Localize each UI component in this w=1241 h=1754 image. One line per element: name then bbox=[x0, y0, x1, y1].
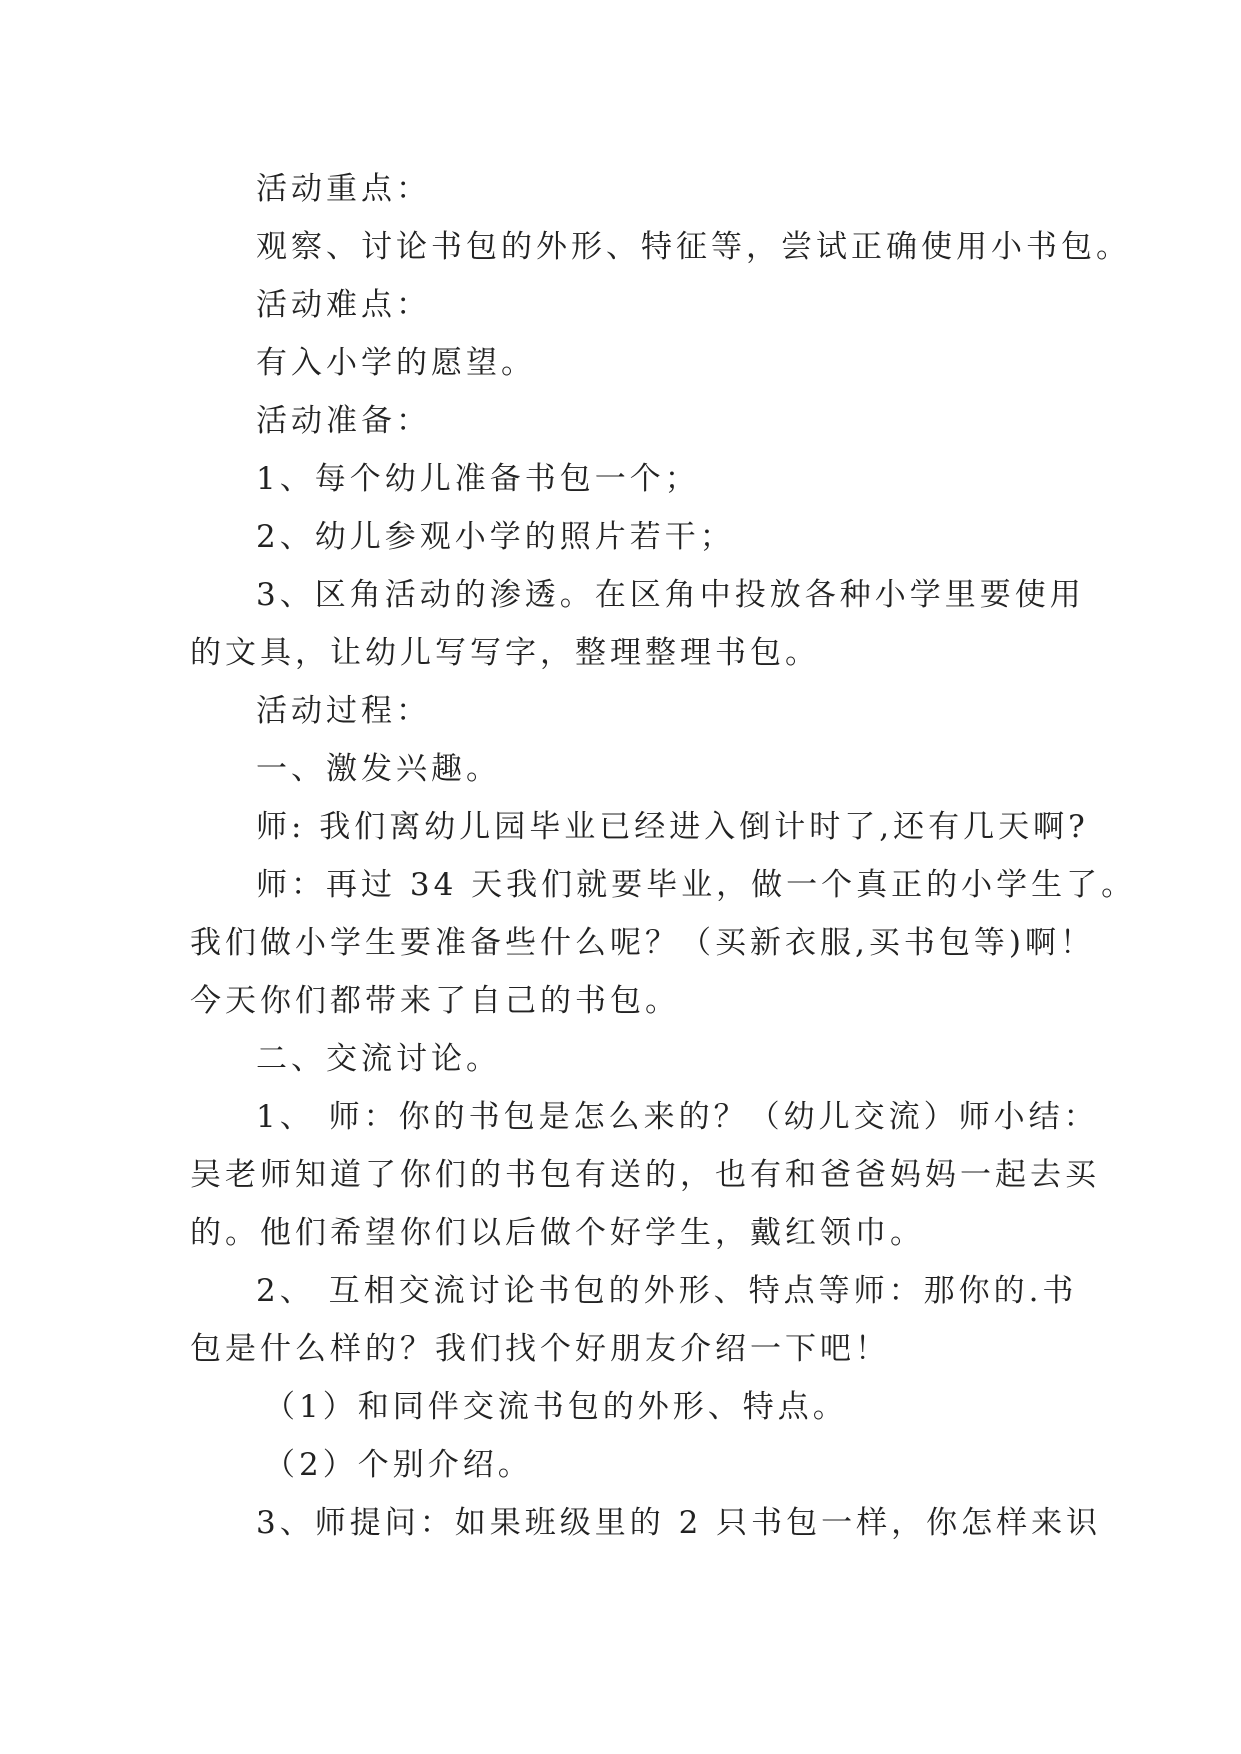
paragraph-line: 我们做小学生要准备些什么呢？（买新衣服,买书包等)啊！ bbox=[190, 925, 1095, 961]
heading-preparation: 活动准备： bbox=[256, 403, 431, 439]
paragraph-line: 今天你们都带来了自己的书包。 bbox=[190, 983, 680, 1019]
paragraph-line: 包是什么样的？我们找个好朋友介绍一下吧！ bbox=[190, 1331, 890, 1367]
sub-list-item: （1）和同伴交流书包的外形、特点。 bbox=[264, 1389, 848, 1425]
list-item: 2、 互相交流讨论书包的外形、特点等师：那你的.书 bbox=[256, 1273, 1078, 1309]
paragraph-line: 的。他们希望你们以后做个好学生，戴红领巾。 bbox=[190, 1215, 925, 1251]
paragraph-line: 的文具，让幼儿写写字，整理整理书包。 bbox=[190, 635, 820, 671]
section-heading: 二、交流讨论。 bbox=[256, 1041, 501, 1077]
paragraph-line: 师：再过 34 天我们就要毕业，做一个真正的小学生了。 bbox=[256, 867, 1137, 903]
paragraph-line: 吴老师知道了你们的书包有送的，也有和爸爸妈妈一起去买 bbox=[190, 1157, 1100, 1193]
paragraph-line: 师: 我们离幼儿园毕业已经进入倒计时了,还有几天啊? bbox=[256, 809, 1089, 845]
list-item: 1、 师：你的书包是怎么来的？（幼儿交流）师小结： bbox=[256, 1099, 1099, 1135]
paragraph-line: 有入小学的愿望。 bbox=[256, 345, 536, 381]
heading-process: 活动过程： bbox=[256, 693, 431, 729]
list-item: 2、幼儿参观小学的照片若干； bbox=[256, 519, 735, 555]
paragraph-line: 观察、讨论书包的外形、特征等，尝试正确使用小书包。 bbox=[256, 229, 1131, 265]
list-item: 3、区角活动的渗透。在区角中投放各种小学里要使用 bbox=[256, 577, 1085, 613]
section-heading: 一、激发兴趣。 bbox=[256, 751, 501, 787]
document-body bbox=[190, 160, 1137, 1552]
heading-key-points: 活动重点： bbox=[256, 171, 431, 207]
list-item: 1、每个幼儿准备书包一个； bbox=[256, 461, 700, 497]
list-item: 3、师提问：如果班级里的 2 只书包一样，你怎样来识 bbox=[256, 1505, 1102, 1541]
heading-difficulties: 活动难点： bbox=[256, 287, 431, 323]
sub-list-item: （2）个别介绍。 bbox=[264, 1447, 533, 1483]
